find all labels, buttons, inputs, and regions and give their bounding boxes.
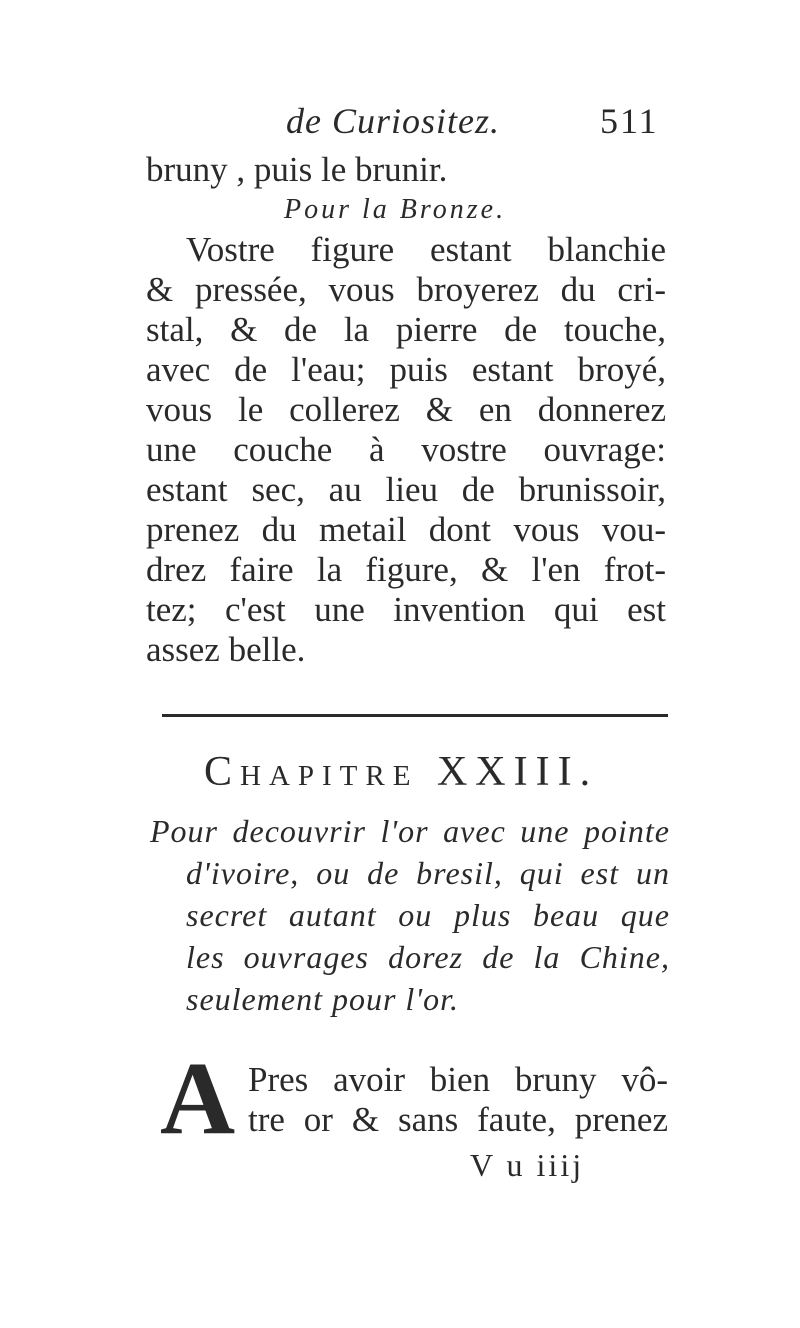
chapter-summary: [150, 810, 670, 1020]
text-line: prenez du metail dont vous vou-: [146, 510, 666, 549]
text-line: tez; c'est une invention qui est: [146, 590, 666, 629]
text-line: estant sec, au lieu de brunissoir,: [146, 470, 666, 509]
summary-line: Pour decouvrir l'or avec une pointe: [150, 813, 670, 849]
section-divider: [162, 714, 668, 717]
text-line: Pres avoir bien bruny vô-: [248, 1060, 668, 1099]
drop-cap: A: [160, 1041, 236, 1156]
summary-line: les ouvrages dorez de la Chine,: [186, 939, 670, 975]
body-text: [146, 150, 666, 670]
chapter-title: Chapitre XXIII.: [204, 749, 599, 795]
text-line: bruny , puis le brunir.: [146, 150, 448, 189]
text-line: drez faire la figure, & l'en frot-: [146, 550, 666, 589]
text-line: tre or & sans faute, prenez: [248, 1100, 668, 1139]
text-line: avec de l'eau; puis estant broyé,: [146, 350, 666, 389]
text-line: & pressée, vous broyerez du cri-: [146, 270, 666, 309]
summary-line: secret autant ou plus beau que: [186, 897, 670, 933]
text-line: vous le collerez & en donnerez: [146, 390, 666, 429]
opening-paragraph: [248, 1060, 668, 1140]
text-line: stal, & de la pierre de touche,: [146, 310, 666, 349]
page-number: 511: [600, 101, 659, 141]
signature-mark: V u iiij: [470, 1147, 585, 1183]
text-line: Vostre figure estant blanchie: [186, 230, 666, 269]
summary-line: seulement pour l'or.: [186, 981, 460, 1017]
summary-line: d'ivoire, ou de bresil, qui est un: [186, 855, 670, 891]
text-line: une couche à vostre ouvrage:: [146, 430, 666, 469]
text-line: assez belle.: [146, 630, 306, 669]
running-title: de Curiositez.: [286, 101, 501, 141]
section-subheading: Pour la Bronze.: [284, 194, 507, 225]
